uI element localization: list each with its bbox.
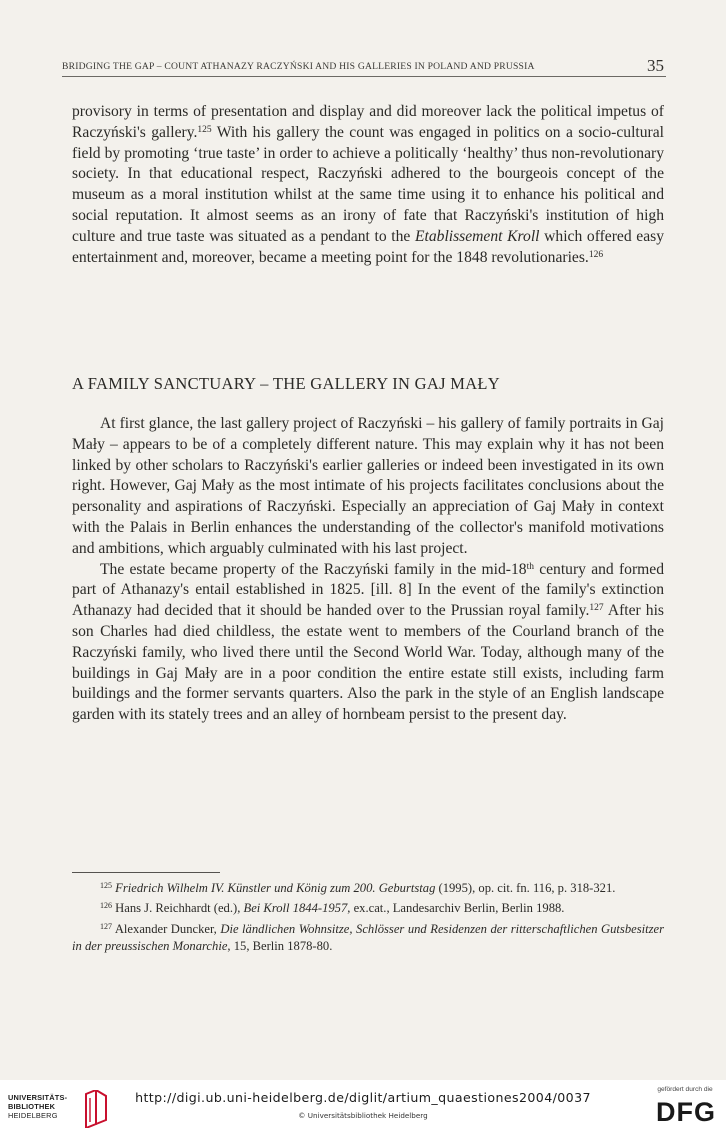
footnote-126: $^{126}$ Hans J. Reichhardt (ed.), Bei Kroll 1844-1957, ex.cat., Landesarchiv Berlin, Berlin 1988. (100, 901, 565, 916)
footnote-divider (72, 872, 220, 873)
footnote-127: $^{127}$ Alexander Duncker, Die ländlichen Wohnsitze, Schlösser und Residenzen der ritterschaftlichen Gutsbesitzer in der preussischen Monarchie, 15, Berlin 1878-80. (72, 921, 664, 954)
paragraph-2: At first glance, the last gallery project of Raczyński – his gallery of family portraits in Gaj Mały – appears to be of a completely different nature. This may explain why it has not been linked by other scholars to Raczyński's earlier galleries or indeed been investigated in its own right. However, Gaj Mały as the most intimate of his projects facilitates conclusions about the personality and aspirations of Raczyński. Especially an appreciation of Gaj Mały in context with the Palais in Berlin enhances the understanding of the collector's manifold motivations and ambitions, which arguably culminated with his last project. (72, 415, 664, 557)
footnote-ref-125[interactable]: 125 (197, 124, 212, 135)
footnote-ref-127[interactable]: 127 (589, 603, 604, 614)
running-head (62, 56, 666, 77)
digitization-footer (0, 1080, 726, 1135)
dfg-logo[interactable] (654, 1086, 716, 1130)
section-heading: A FAMILY SANCTUARY – THE GALLERY IN GAJ MAŁY (72, 374, 501, 393)
source-url-link[interactable]: http://digi.ub.uni-heidelberg.de/diglit/artium_quaestiones2004/0037 (135, 1090, 591, 1105)
copyright-text: © Universitätsbibliothek Heidelberg (298, 1111, 428, 1120)
footnotes (72, 880, 664, 959)
footnote-ref-126[interactable]: 126 (588, 249, 604, 260)
running-head-title: BRIDGING THE GAP – COUNT ATHANAZY RACZYŃSKI AND HIS GALLERIES IN POLAND AND PRUSSIA (62, 61, 535, 72)
funded-by-label: gefördert durch die (657, 1086, 713, 1093)
university-library-logo[interactable]: UNIVERSITÄTS- BIBLIOTHEK HEIDELBERG (8, 1090, 108, 1128)
section-1-text (72, 102, 664, 268)
dfg-wordmark: DFG (656, 1097, 716, 1127)
page-number: 35 (647, 56, 664, 75)
paragraph-3: The estate became property of the Raczyński family in the mid-18th century and formed part of Athanazy's entail established in 1825. [ill. 8] In the event of the family's extinction Athanazy had decided that it should be handed over to the Prussian royal family.$^{127}$ After his son Charles had died childless, the estate went to members of the Courland branch of the Raczyński family, who lived there until the Second World War. Today, although many of the buildings in Gaj Mały are in a poor condition the entire estate still exists, including farm buildings and the former servants quarters. Also the park in the style of an English landscape garden with its stately trees and an alley of hornbeam persist to the present day. (72, 560, 665, 724)
footnote-125: $^{125}$ Friedrich Wilhelm IV. Künstler und König zum 200. Geburtstag (1995), op. cit. fn. 116, p. 318-321. (100, 881, 616, 895)
paragraph-1: provisory in terms of presentation and display and did moreover lack the political impetus of Raczyński's gallery.$^{125}$ With his gallery the count was engaged in politics on a socio-cultural field by promoting ‘true taste’ in order to achieve a politically ‘healthy’ thus non-revolutionary society. In that educational respect, Raczyński adhered to the bourgeois concept of the museum as a moral institution whilst at the same time using it to enhance his political and social reputation. It almost seems as an irony of fate that Raczyński's institution of high culture and true taste was situated as a pendant to the Etablissement Kroll which offered easy entertainment and, moreover, became a meeting point for the 1848 revolutionaries.$^{126}$ (72, 103, 665, 266)
section-2-text (72, 414, 664, 726)
